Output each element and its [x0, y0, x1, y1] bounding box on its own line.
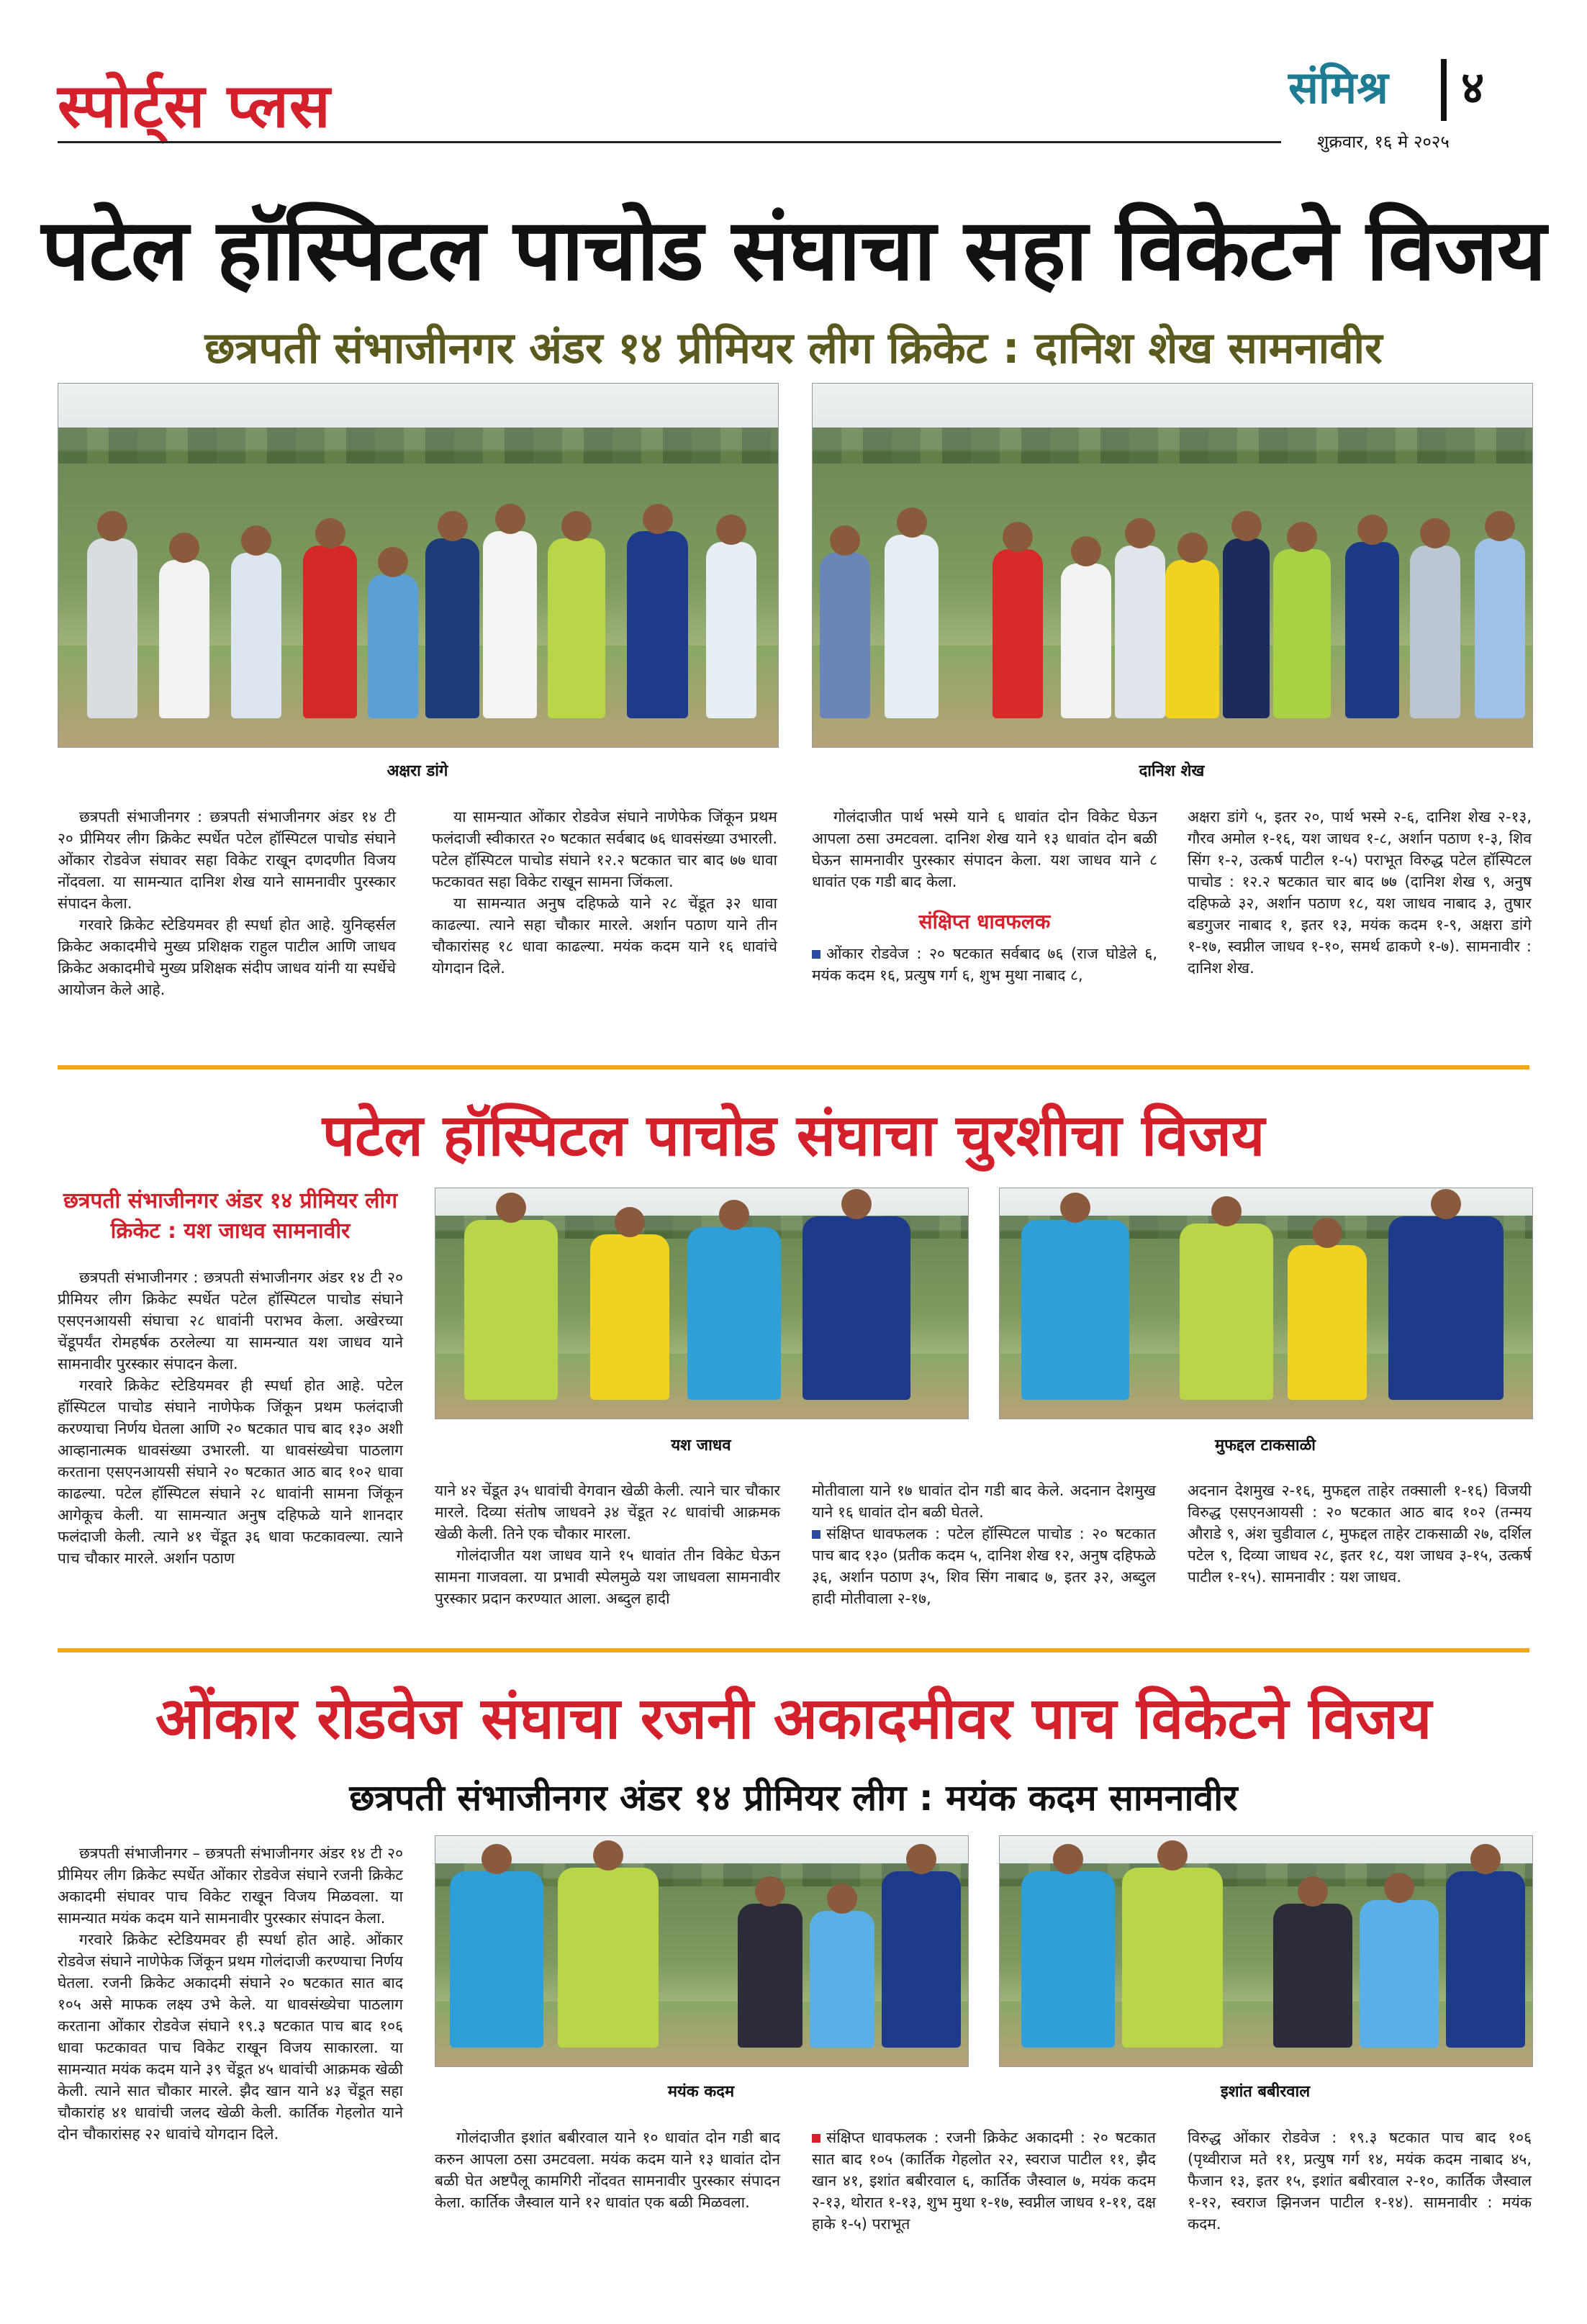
- story2-photo-2: [999, 1188, 1533, 1419]
- paragraph: छत्रपती संभाजीनगर : छत्रपती संभाजीनगर अंडर १४ टी २० प्रीमियर लीग क्रिकेट स्पर्धेत पटेल हॉस्पिटल पाचोड संघाने एसएनआयसी संघाचा २८ धावांनी पराभव केला. अखेरच्या चेंडूपर्यंत रोमहर्षक ठरलेल्या या सामन्यात यश जाधव याने सामनावीर पुरस्कार संपादन केला.: [58, 1269, 403, 1373]
- bullet-icon: [812, 950, 820, 959]
- paragraph: गोलंदाजीत इशांत बबीरवाल याने १० धावांत दोन गडी बाद करुन आपला ठसा उमटवला. मयंक कदम याने १३ धावांत दोन बळी घेत अष्टपैलू कामगिरी नोंदवत सामनावीर पुरस्कार संपादन केला. कार्तिक जैस्वाल याने १२ धावांत एक बळी मिळवला.: [435, 2129, 780, 2211]
- story1-photo-2: [812, 383, 1533, 748]
- story3-photo-2-caption: इशांत बबीरवाल: [1220, 2083, 1311, 2101]
- story1-photo-1: [58, 383, 779, 748]
- story3-subheadline: छत्रपती संभाजीनगर अंडर १४ प्रीमियर लीग : मयंक कदम सामनावीर: [349, 1777, 1238, 1819]
- story3-photo-1: [435, 1835, 969, 2067]
- scorecard-text: संक्षिप्त धावफलक : पटेल हॉस्पिटल पाचोड : २० षटकात पाच बाद १३० (प्रतीक कदम ५, दानिश शेख १२, अनुष दहिफळे ३६, अर्शान पठाण ३५, शिव सिंग नाबाद ७, इतर ३२, अब्दुल हादी मोतीवाला २-१७,: [812, 1525, 1156, 1607]
- story1-column-2: [432, 806, 777, 979]
- paragraph: गोलंदाजीत यश जाधव याने १५ धावांत तीन विकेट घेऊन सामना गाजवला. या प्रभावी स्पेलमुळे यश जाधवला सामनावीर पुरस्कार प्रदान करण्यात आला. अब्दुल हादी: [435, 1547, 780, 1607]
- story1-headline: पटेल हॉस्पिटल पाचोड संघाचा सहा विकेटने विजय: [41, 200, 1546, 299]
- story3-photo-1-caption: मयंक कदम: [667, 2083, 735, 2101]
- paragraph: या सामन्यात ओंकार रोडवेज संघाने नाणेफेक जिंकून प्रथम फलंदाजी स्वीकारत २० षटकात सर्वबाद ७६ धावसंख्या उभारली. पटेल हॉस्पिटल पाचोड संघाने १२.२ षटकात चार बाद ७७ धावा फटकावत सहा विकेट राखून सामना जिंकला.: [432, 808, 777, 890]
- section-separator: [58, 1648, 1529, 1652]
- bullet-icon: [812, 1530, 820, 1539]
- masthead-rule: [58, 141, 1281, 143]
- story1-column-1: [58, 806, 396, 1000]
- paragraph: गरवारे क्रिकेट स्टेडियमवर ही स्पर्धा होत आहे. ओंकार रोडवेज संघाने नाणेफेक जिंकून प्रथम गोलंदाजी करण्याचा निर्णय घेतला. रजनी क्रिकेट अकादमी संघाने २० षटकात सात बाद १०५ असे माफक लक्ष्य उभे केले. या धावसंख्येचा पाठलाग करताना ओंकार रोडवेज संघाने १९.३ षटकात पाच बाद १०६ धावा फटकावत पाच विकेट राखून विजय साकारला. या सामन्यात मयंक कदम याने ३९ चेंडूत ४५ धावांची आक्रमक खेळी केली. त्याने सात चौकार मारले. झैद खान याने ४३ चेंडूत सहा चौकारांह ४१ धावांची जलद खेळी केली. कार्तिक गेहलोत याने दोन चौकारांसह २२ धावांचे योगदान दिले.: [58, 1931, 403, 2143]
- story1-column-3: [812, 806, 1157, 986]
- story1-subheadline: छत्रपती संभाजीनगर अंडर १४ प्रीमियर लीग क्रिकेट : दानिश शेख सामनावीर: [204, 323, 1383, 374]
- story3-column-4: [1188, 2127, 1532, 2235]
- story2-kicker: छत्रपती संभाजीनगर अंडर १४ प्रीमियर लीग क्रिकेट : यश जाधव सामनावीर: [63, 1188, 398, 1244]
- story3-column-1: [58, 1843, 403, 2145]
- scorecard-heading: संक्षिप्त धावफलक: [918, 910, 1051, 933]
- story3-column-3: [812, 2127, 1156, 2235]
- paragraph: मोतीवाला याने १७ धावांत दोन गडी बाद केले. अदनान देशमुख याने १६ धावांत दोन बळी घेतले.: [812, 1482, 1156, 1521]
- story3-column-2: [435, 2127, 780, 2213]
- masthead-title: स्पोर्ट्स प्लस: [58, 71, 331, 141]
- paragraph: गरवारे क्रिकेट स्टेडियमवर ही स्पर्धा होत आहे. पटेल हॉस्पिटल पाचोड संघाने नाणेफेक जिंकून प्रथम फलंदाजी करण्याचा निर्णय घेतला आणि २० षटकात पाच बाद १३० अशी आव्हानात्मक धावसंख्या उभारली. या धावसंख्येचा पाठलाग करताना एसएनआयसी संघाने २० षटकात आठ बाद १०२ धावा काढल्या. पटेल हॉस्पिटल संघाने २८ धावांनी सामना जिंकून आगेकूच केली. या सामन्यात अनुष दहिफळे याने शानदार फलंदाजी केली. त्याने ४१ चेंडूत ३६ धावा फटकावल्या. त्याने पाच चौकार मारले. अर्शान पठाण: [58, 1377, 403, 1567]
- paragraph: याने ४२ चेंडूत ३५ धावांची वेगवान खेळी केली. त्याने चार चौकार मारले. दिव्या संतोष जाधवने ३४ चेंडूत २८ धावांची आक्रमक खेळी केली. तिने एक चौकार मारला.: [435, 1482, 780, 1542]
- paragraph: छत्रपती संभाजीनगर : छत्रपती संभाजीनगर अंडर १४ टी २० प्रीमियर लीग क्रिकेट स्पर्धेत पटेल हॉस्पिटल पाचोड संघाने ओंकार रोडवेज संघावर सहा विकेट राखून दणदणीत विजय नोंदवला. या सामन्यात दानिश शेख याने सामनावीर पुरस्कार संपादन केला.: [58, 808, 396, 912]
- section-separator: [58, 1065, 1529, 1070]
- story2-column-3: [812, 1480, 1156, 1609]
- dateline: शुक्रवार, १६ मे २०२५: [1317, 132, 1450, 152]
- paragraph: छत्रपती संभाजीनगर – छत्रपती संभाजीनगर अंडर १४ टी २० प्रीमियर लीग क्रिकेट स्पर्धेत ओंकार रोडवेज संघाने रजनी क्रिकेट अकादमी संघावर पाच विकेट राखून विजय मिळवला. या सामन्यात मयंक कदम याने सामनावीर पुरस्कार संपादन केला.: [58, 1845, 403, 1927]
- story2-column-2: [435, 1480, 780, 1609]
- paragraph: या सामन्यात अनुष दहिफळे याने २८ चेंडूत ३२ धावा काढल्या. त्याने सहा चौकार मारले. अर्शान पठाण याने तीन चौकारांसह १८ धावा काढल्या. मयंक कदम याने १६ धावांचे योगदान दिले.: [432, 895, 777, 977]
- scorecard-text: ओंकार रोडवेज : २० षटकात सर्वबाद ७६ (राज घोडेले ६, मयंक कदम १६, प्रत्युष गर्ग ६, शुभ मुथा नाबाद ८,: [812, 945, 1157, 984]
- story2-photo-2-caption: मुफद्दल टाकसाळी: [1214, 1437, 1316, 1455]
- paragraph: अक्षरा डांगे ५, इतर २०, पार्थ भस्मे २-६, दानिश शेख २-१३, गौरव अमोल १-१६, यश जाधव १-८, अर्शान पठाण १-३, शिव सिंग १-२, उत्कर्ष पाटील १-५) पराभूत विरुद्ध पटेल हॉस्पिटल पाचोड : १२.२ षटकात चार बाद ७७ (दानिश शेख ९, अनुष दहिफळे ३२, अर्शान पठाण १८, यश जाधव नाबाद ३, तुषार बडगुजर नाबाद १, इतर १३, मयंक कदम १-९, अक्षरा डांगे १-१७, स्वप्नील जाधव १-१०, समर्थ ढाकणे १-७). सामनावीर : दानिश शेख.: [1188, 808, 1532, 977]
- paragraph: गोलंदाजीत पार्थ भस्मे याने ६ धावांत दोन विकेट घेऊन आपला ठसा उमटवला. दानिश शेख याने १३ धावांत दोन बळी घेऊन सामनावीर पुरस्कार संपादन केला. यश जाधव याने ८ धावांत एक गडी बाद केला.: [812, 808, 1157, 890]
- story3-photo-2: [999, 1835, 1533, 2067]
- paragraph: विरुद्ध ओंकार रोडवेज : १९.३ षटकात पाच बाद १०६ (पृथ्वीराज मते ११, प्रत्युष गर्ग १४, मयंक कदम नाबाद ४५, फैजान १३, इतर १५, इशांत बबीरवाल २-१०, कार्तिक जैस्वाल १-१२, स्वराज झिनजन पाटील १-१४). सामनावीर : मयंक कदम.: [1188, 2129, 1532, 2233]
- story2-headline: पटेल हॉस्पिटल पाचोड संघाचा चुरशीचा विजय: [322, 1102, 1265, 1169]
- bullet-icon: [812, 2134, 820, 2143]
- section-name: संमिश्र: [1288, 61, 1388, 114]
- paragraph: अदनान देशमुख २-१६, मुफद्दल ताहेर तक्साली १-१६) विजयी विरुद्ध एसएनआयसी : २० षटकात आठ बाद १०२ (तन्मय औराडे ९, अंश चुडीवाल ८, मुफद्दल ताहेर टाकसाळी २७, दर्शिल पटेल ९, दिव्या जाधव २८, इतर १८, यश जाधव ३-१५, उत्कर्ष पाटील १-१५). सामनावीर : यश जाधव.: [1188, 1482, 1532, 1586]
- section-divider: [1441, 59, 1447, 121]
- paragraph: गरवारे क्रिकेट स्टेडियमवर ही स्पर्धा होत आहे. युनिव्हर्सल क्रिकेट अकादमीचे मुख्य प्रशिक्षक राहुल पाटील आणि जाधव क्रिकेट अकादमीचे मुख्य प्रशिक्षक संदीप जाधव यांनी या स्पर्धेचे आयोजन केले आहे.: [58, 916, 396, 998]
- story1-photo-2-caption: दानिश शेख: [1139, 762, 1205, 780]
- story3-headline: ओंकार रोडवेज संघाचा रजनी अकादमीवर पाच विकेटने विजय: [155, 1685, 1432, 1752]
- story1-photo-1-caption: अक्षरा डांगे: [386, 762, 448, 780]
- page-number: ४: [1461, 61, 1485, 114]
- story2-photo-1-caption: यश जाधव: [671, 1437, 731, 1455]
- story2-column-4: [1188, 1480, 1532, 1588]
- story2-photo-1: [435, 1188, 969, 1419]
- story1-column-4: [1188, 806, 1532, 979]
- story2-column-1: [58, 1267, 403, 1569]
- scorecard-text: संक्षिप्त धावफलक : रजनी क्रिकेट अकादमी : २० षटकात सात बाद १०५ (कार्तिक गेहलोत २२, स्वराज पाटील ११, झैद खान ४१, इशांत बबीरवाल ६, कार्तिक जैस्वाल ७, मयंक कदम २-१३, थोरात १-१३, शुभ मुथा १-१७, स्वप्नील जाधव १-११, दक्ष हाके १-५) पराभूत: [812, 2129, 1156, 2233]
